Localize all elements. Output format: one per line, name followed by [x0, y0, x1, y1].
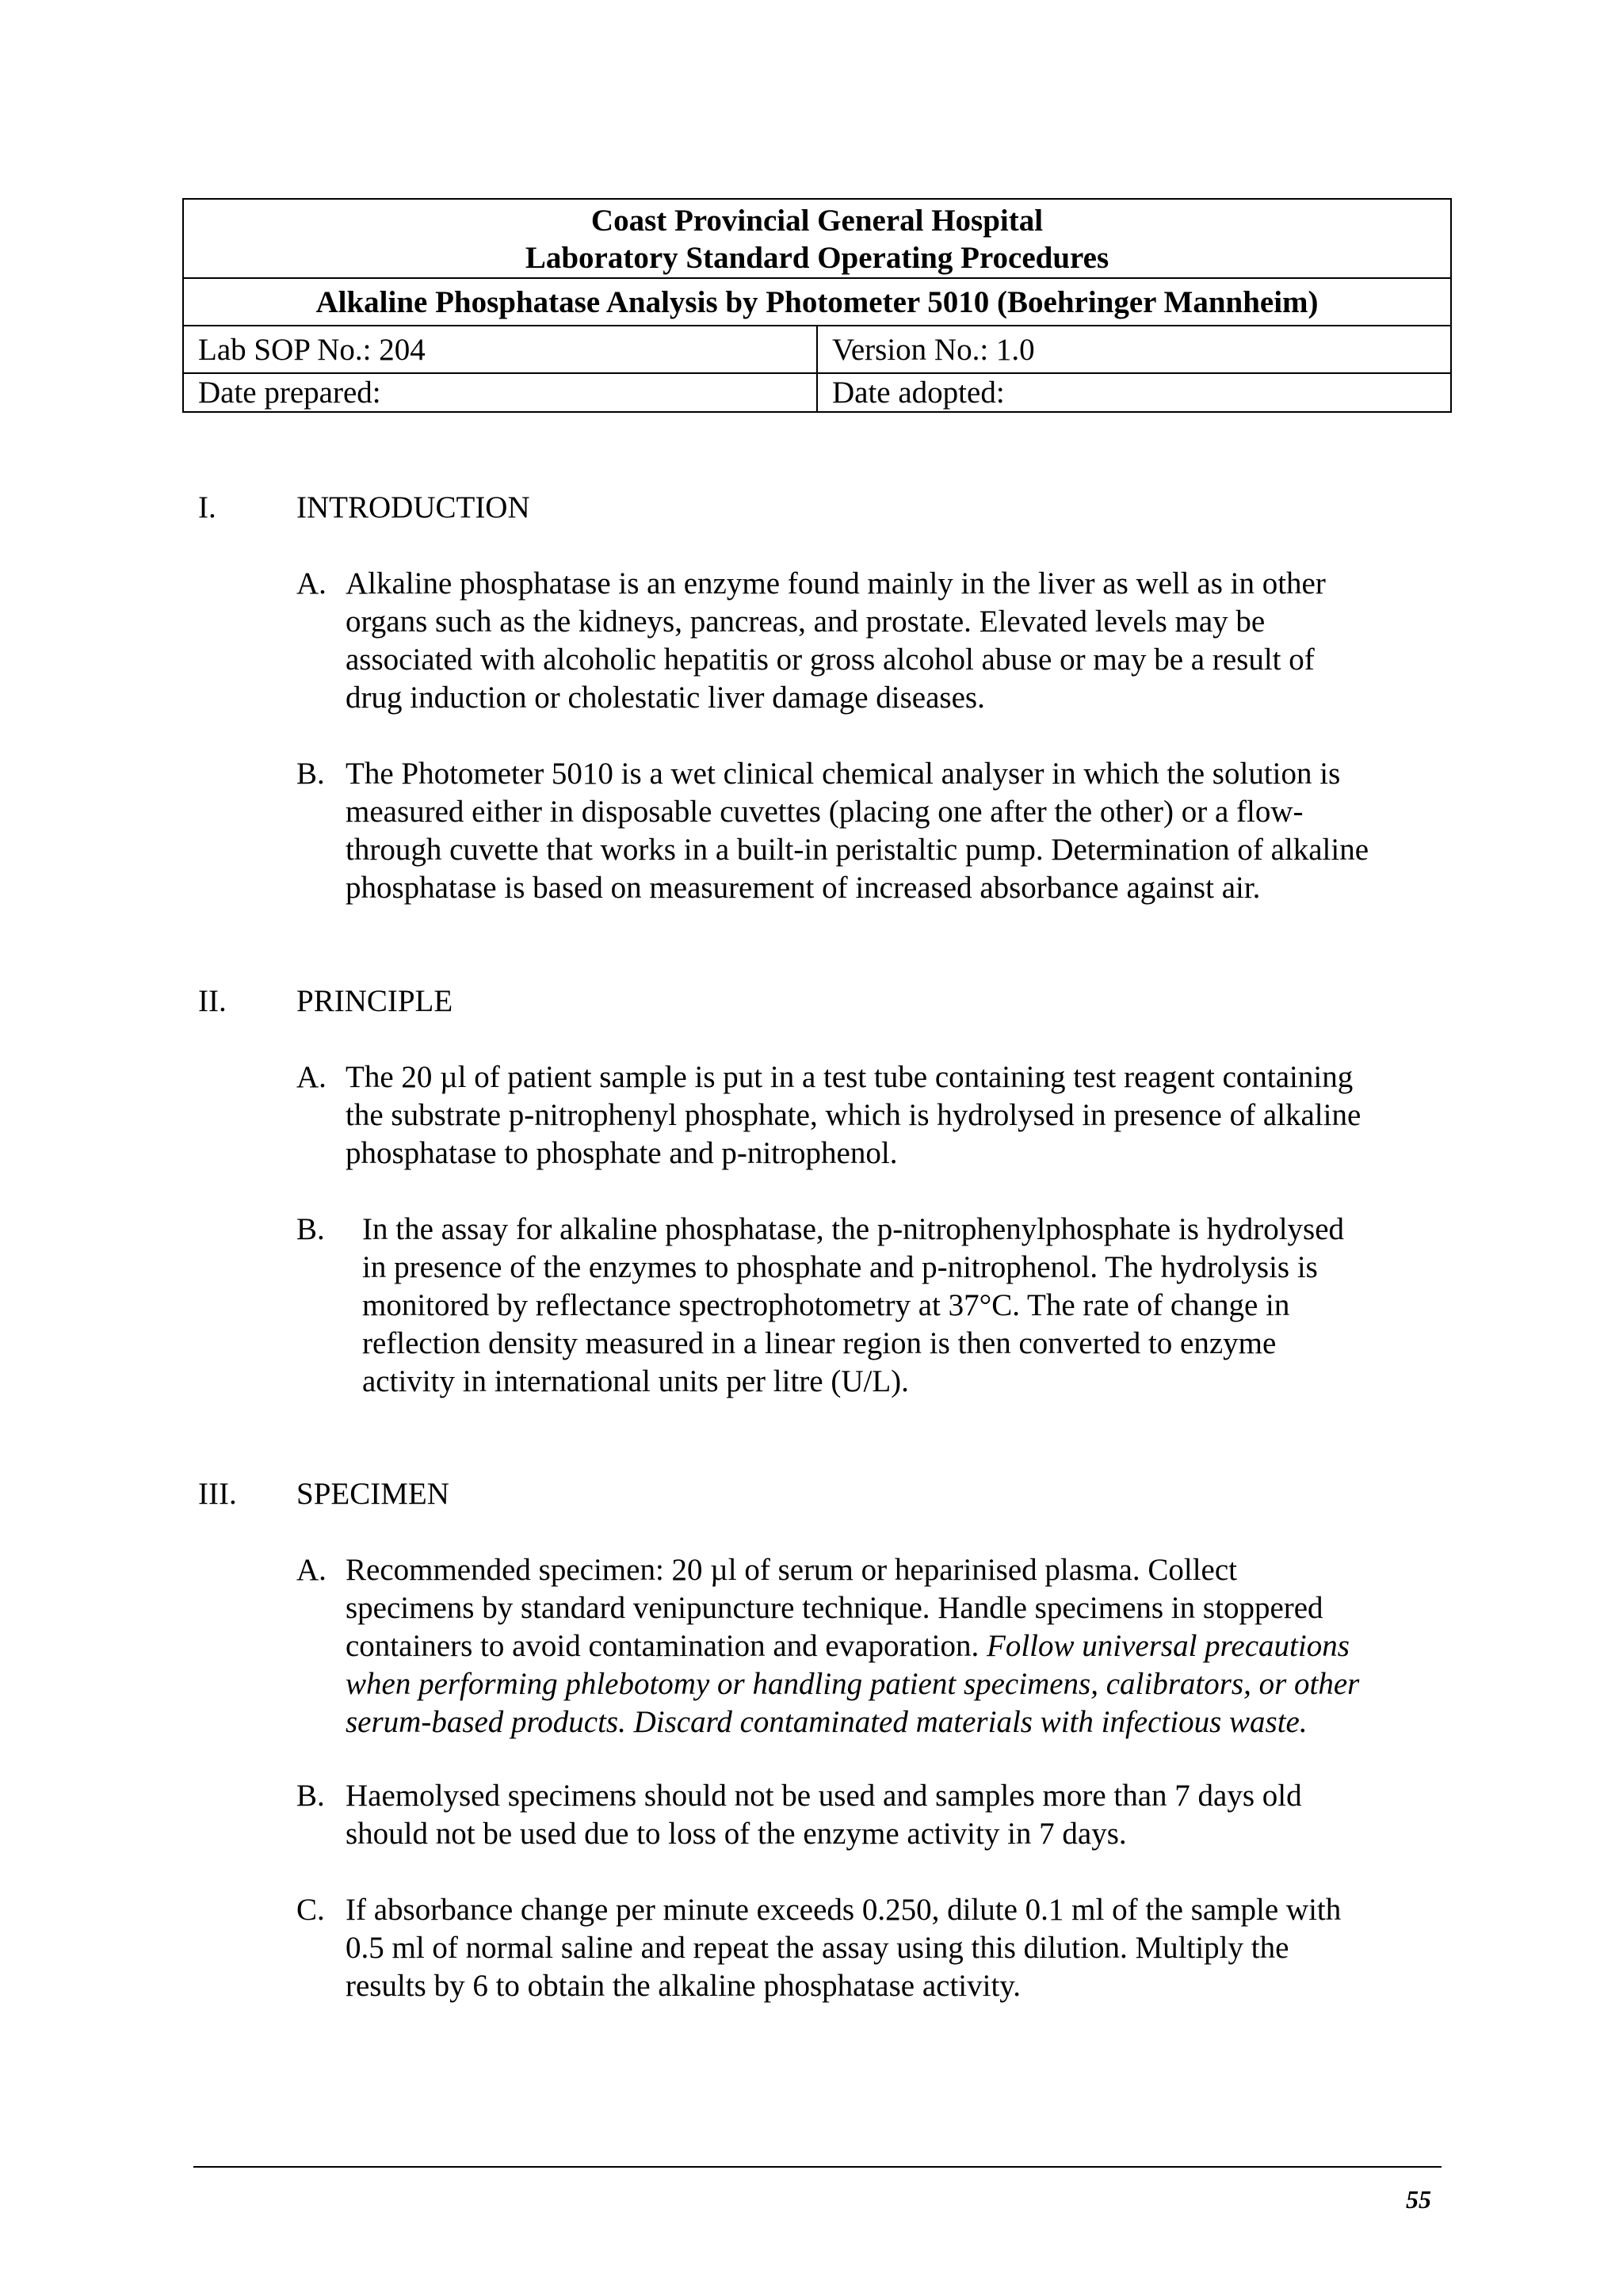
section-number: II. — [198, 984, 227, 1018]
date-adopted: Date adopted: — [817, 373, 1451, 412]
date-prepared: Date prepared: — [183, 373, 817, 412]
section-title: INTRODUCTION — [296, 490, 530, 524]
italic-text-line: serum-based products. Discard contaminated materials with infectious waste. — [346, 1705, 1308, 1739]
section-title: PRINCIPLE — [296, 984, 453, 1018]
item-text — [346, 1551, 1359, 1741]
section-number: I. — [198, 490, 216, 524]
text-line: phosphatase to phosphate and p-nitrophenol. — [346, 1136, 898, 1170]
item-label: A. — [296, 1553, 327, 1587]
section-number: III. — [198, 1477, 237, 1511]
text-line: The Photometer 5010 is a wet clinical chemical analyser in which the solution is — [346, 757, 1341, 791]
text-line: Haemolysed specimens should not be used and samples more than 7 days old — [346, 1779, 1302, 1813]
department-name: Laboratory Standard Operating Procedures — [525, 241, 1109, 275]
text-segment: containers to avoid contamination and evaporation. — [346, 1629, 980, 1663]
text-line: Recommended specimen: 20 µl of serum or heparinised plasma. Collect — [346, 1553, 1238, 1587]
item-text — [346, 755, 1369, 907]
italic-text-line: when performing phlebotomy or handling patient specimens, calibrators, or other — [346, 1667, 1360, 1701]
text-line: If absorbance change per minute exceeds 0.250, dilute 0.1 ml of the sample with — [346, 1893, 1342, 1927]
text-line: 0.5 ml of normal saline and repeat the assay using this dilution. Multiply the — [346, 1931, 1289, 1965]
item-text — [346, 1891, 1341, 2005]
footer-divider — [193, 2166, 1442, 2168]
item-text — [346, 565, 1326, 717]
text-line: measured either in disposable cuvettes (placing one after the other) or a flow- — [346, 795, 1304, 829]
text-line: through cuvette that works in a built-in peristaltic pump. Determination of alkaline — [346, 833, 1369, 867]
item-label: A. — [296, 566, 327, 601]
item-text — [362, 1211, 1344, 1401]
text-line: associated with alcoholic hepatitis or gross alcohol abuse or may be a result of — [346, 643, 1315, 677]
text-line — [346, 1627, 1359, 1665]
text-line: phosphatase is based on measurement of increased absorbance against air. — [346, 871, 1261, 905]
hospital-heading — [183, 199, 1451, 278]
sop-title: Alkaline Phosphatase Analysis by Photometer 5010 (Boehringer Mannheim) — [183, 278, 1451, 326]
text-line: specimens by standard venipuncture technique. Handle specimens in stoppered — [346, 1591, 1323, 1625]
italic-text: Follow universal precautions — [987, 1629, 1350, 1663]
text-line: monitored by reflectance spectrophotometry at 37°C. The rate of change in — [362, 1288, 1290, 1322]
hospital-name: Coast Provincial General Hospital — [590, 204, 1044, 238]
sop-number: Lab SOP No.: 204 — [183, 326, 817, 373]
text-line: drug induction or cholestatic liver damage diseases. — [346, 681, 985, 715]
text-line: The 20 µl of patient sample is put in a test tube containing test reagent containing — [346, 1060, 1354, 1094]
item-label: B. — [296, 757, 325, 791]
text-line: activity in international units per litre (U/L). — [362, 1364, 909, 1398]
text-line: Alkaline phosphatase is an enzyme found mainly in the liver as well as in other — [346, 566, 1326, 601]
item-text — [346, 1777, 1302, 1853]
header-table — [182, 198, 1452, 413]
item-label: B. — [296, 1212, 325, 1246]
text-line: the substrate p-nitrophenyl phosphate, which is hydrolysed in presence of alkaline — [346, 1098, 1361, 1132]
page-number: 55 — [1406, 2185, 1431, 2214]
text-line: In the assay for alkaline phosphatase, the p-nitrophenylphosphate is hydrolysed — [362, 1212, 1345, 1246]
text-line: results by 6 to obtain the alkaline phosphatase activity. — [346, 1969, 1022, 2003]
item-label: C. — [296, 1893, 325, 1927]
text-line: in presence of the enzymes to phosphate and p-nitrophenol. The hydrolysis is — [362, 1250, 1318, 1284]
version-number: Version No.: 1.0 — [817, 326, 1451, 373]
item-text — [346, 1058, 1361, 1173]
text-line: reflection density measured in a linear region is then converted to enzyme — [362, 1326, 1277, 1360]
text-line: organs such as the kidneys, pancreas, and prostate. Elevated levels may be — [346, 605, 1266, 639]
item-label: B. — [296, 1779, 325, 1813]
text-line: should not be used due to loss of the enzyme activity in 7 days. — [346, 1817, 1127, 1851]
item-label: A. — [296, 1060, 327, 1094]
section-title: SPECIMEN — [296, 1477, 449, 1511]
